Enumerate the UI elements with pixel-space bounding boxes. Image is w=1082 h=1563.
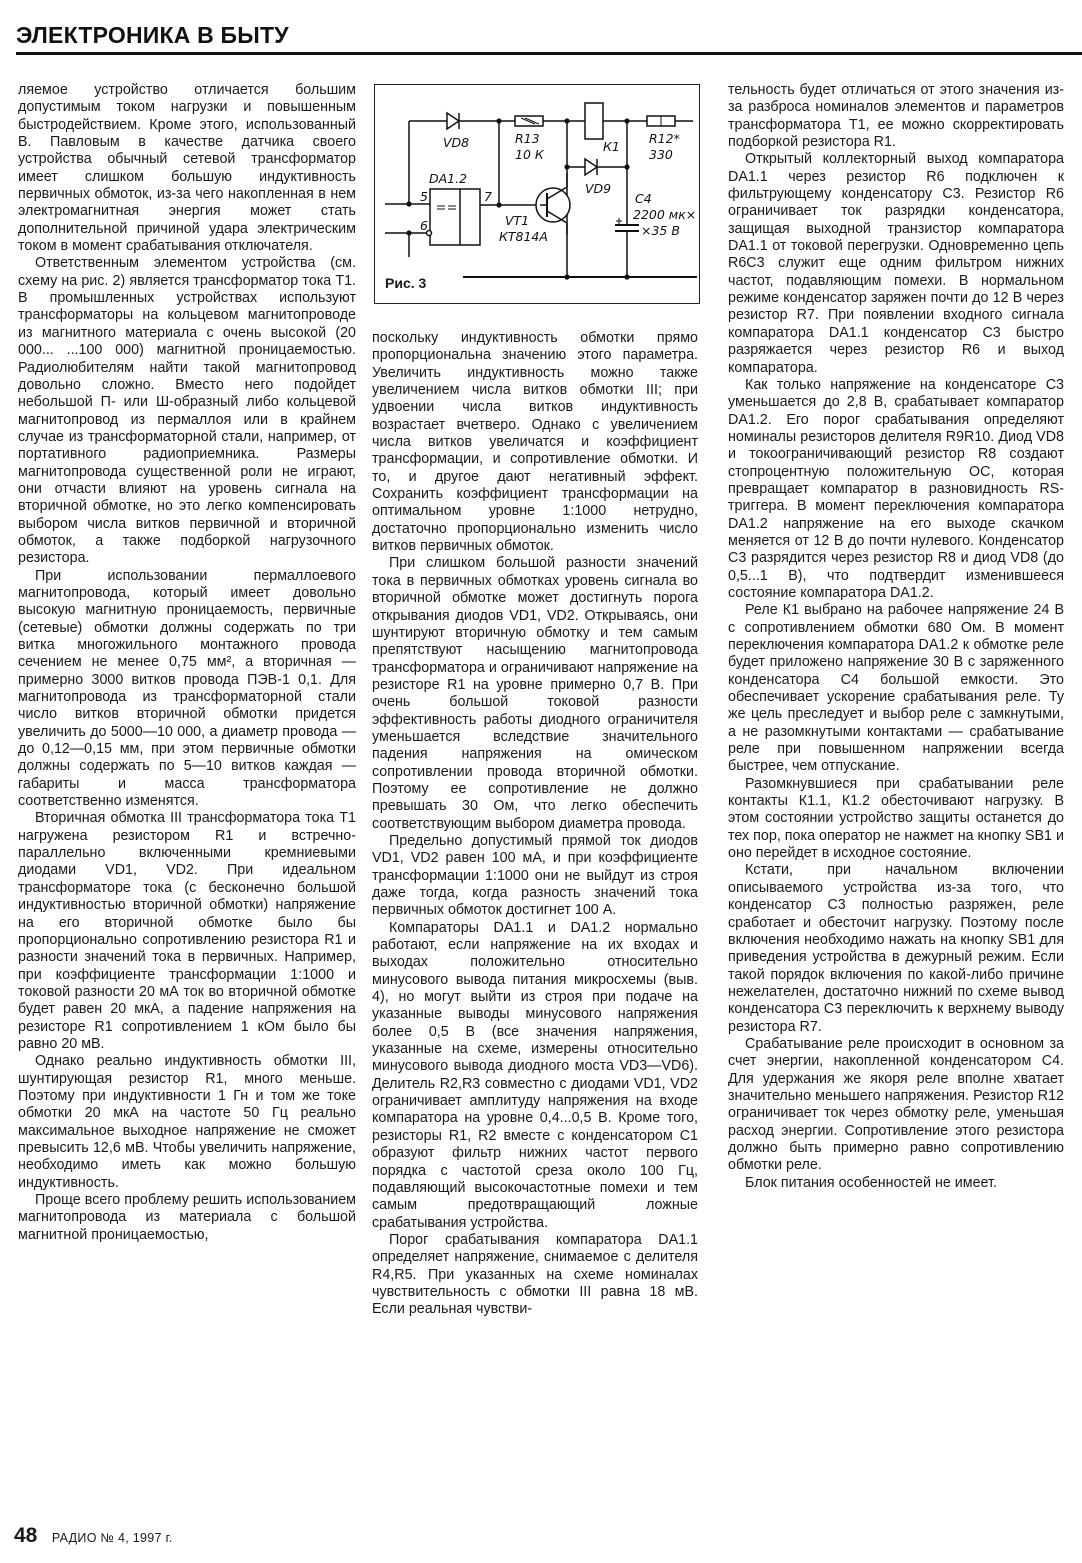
paragraph: Компараторы DA1.1 и DA1.2 нормально работают, если напряжение на их входах и выходах положительно относительно минусового вывода питания микросхемы (выв. 4), но могут выйти из строя при подаче на указанные выводы минусового напряжения более 0,5 В (все значения напряжения, указанные на схеме, измерены относительно минусового вывода диодного моста VD3—VD6). Делитель R2,R3 совместно с диодами VD1, VD2 ограничивает амплитуду напряжения на входе компаратора на уровне 0,4...0,5 В. Кроме того, резисторы R1, R2 вместе с конденсатором С1 образуют фильтр нижних частот первого порядка с частотой среза около 100 Гц, подавляющий высокочастотные помехи и тем самым предотвращающий ложные срабатывания устройства. bbox=[372, 919, 698, 1231]
label-c4-value2: ×35 В bbox=[641, 223, 680, 238]
paragraph: Как только напряжение на конденсаторе С3 уменьшается до 2,8 В, срабатывает компаратор DA1.2. Его порог срабатывания определяют номиналы резисторов делителя R9R10. Диод VD8 и токоограничивающий резистор R8 создают стопроцентную положительную ОС, которая превращает компаратор в разновидность RS-триггера. В момент переключения компаратора DA1.2 напряжение на его выходе скачком меняется от 12 В до почти нулевого. Конденсатор С3 разрядится через резистор R8 и диод VD8 (до 0,5...1 В), что подтвердит изменившееся состояние компаратора DA1.2. bbox=[728, 376, 1064, 601]
publication-info: РАДИО № 4, 1997 г. bbox=[51, 1531, 173, 1545]
label-pin5: 5 bbox=[420, 189, 428, 204]
paragraph: Порог срабатывания компаратора DA1.1 определяет напряжение, снимаемое с делителя R4,R5. При указанных на схеме номиналах чувствительность с обмотки III равна 18 мВ. Если реальная чувстви- bbox=[372, 1231, 698, 1318]
paragraph: Блок питания особенностей не имеет. bbox=[745, 1174, 997, 1191]
circuit-schematic bbox=[375, 85, 699, 303]
label-r13-value: 10 К bbox=[515, 147, 544, 162]
label-c4-value1: 2200 мк× bbox=[633, 207, 697, 222]
label-vd9: VD9 bbox=[585, 181, 612, 196]
paragraph: При слишком большой разности значений тока в первичных обмотках уровень сигнала во вторичной обмотке может достигнуть порога открывания диодов VD1, VD2. Открываясь, они шунтируют вторичную обмотку и тем самым препятствуют насыщению магнитопровода трансформатора и ограничивают напряжение на резисторе R1 на уровне примерно 0,7 В. При очень большой токовой разности эффективность работы диодного ограничителя уменьшается вследствие значительного падения напряжения на омическом сопротивлении провода вторичной обмотки. Поэтому ее сопротивление не должно превышать 30 Ом, что легко обеспечить соответствующим выбором диаметра провода. bbox=[372, 555, 698, 832]
label-pin6: 6 bbox=[420, 218, 428, 233]
page-footer bbox=[14, 1524, 173, 1548]
paragraph: Реле К1 выбрано на рабочее напряжение 24 В с сопротивлением обмотки 680 Ом. В момент переключения компаратора DA1.2 к обмотке реле будет приложено напряжение 30 В с заряженного конденсатора С4 большой емкости. Это обеспечивает ускорение срабатывания реле. Ту же цель преследует и выбор реле с замкнутыми, а не разомкнутыми контактами — срабатывание реле при повышенном напряжении всегда быстрее, чем отпускание. bbox=[728, 602, 1064, 775]
text-column-2 bbox=[372, 330, 698, 1319]
paragraph: тельность будет отличаться от этого значения из-за разброса номиналов элементов и параметров трансформатора Т1, ее можно скорректировать подборкой резистора R1. bbox=[728, 82, 1064, 151]
text-column-1 bbox=[18, 82, 356, 1244]
diode-vd8 bbox=[447, 113, 459, 129]
relay-k1-coil bbox=[585, 103, 603, 139]
header-rule bbox=[16, 52, 1082, 55]
comparator-da12 bbox=[430, 189, 480, 245]
paragraph: Открытый коллекторный выход компаратора DA1.1 через резистор R6 подключен к фильтрующему конденсатору С3. Резистор R6 ограничивает ток разрядки конденсатора, защищая выходной транзистор компаратора DA1.1 от токовой перегрузки. Одновременно цепь R6C3 служит еще одним фильтром нижних частот, подавляющим помехи. В нормальном режиме конденсатор заряжен почти до 12 В через резистор R7. При появлении входного сигнала компаратора DA1.1 конденсатор С3 быстро разряжается через резистор R6 и выход компаратора. bbox=[728, 151, 1064, 376]
figure-circuit-schematic bbox=[374, 84, 700, 304]
page-number: 48 bbox=[14, 1524, 38, 1547]
label-da12: DA1.2 bbox=[429, 171, 468, 186]
label-k1: К1 bbox=[603, 139, 620, 154]
paragraph: Проще всего проблему решить использованием магнитопровода из материала с большой магнитной проницаемостью, bbox=[18, 1192, 356, 1243]
label-r13-name: R13 bbox=[515, 131, 540, 146]
label-r12-value: 330 bbox=[649, 147, 673, 162]
paragraph: Срабатывание реле происходит в основном за счет энергии, накопленной конденсатором С4. Для удержания же якоря реле вполне хватает значительно меньшего напряжения. Резистор R12 ограничивает ток через обмотку реле, уменьшая расход энергии. Сопротивление этого резистора должно быть примерно равно сопротивлению обмотки реле. bbox=[728, 1035, 1064, 1174]
label-vt1-type: КТ814А bbox=[499, 229, 548, 244]
page-header bbox=[16, 22, 1082, 48]
paragraph: Ответственным элементом устройства (см. схему на рис. 2) является трансформатор тока Т1. В промышленных устройствах используют трансформаторы на кольцевом магнитопроводе из магнитного материала с очень высокой (20 000... ...100 000) магнитной проницаемостью. Радиолюбителям найти такой магнитопровод довольно сложно. Вместо него подойдет небольшой П- или Ш-образный либо кольцевой магнитопровод из пермаллоя или в крайнем случае из трансформаторной стали, например, от портативного радиоприемника. Размеры магнитопровода существенной роли не играют, они отчасти влияют на уровень сигнала на вторичной обмотке, но это легко компенсировать выбором числа витков первичной и вторичной обмоток, а также подборкой нагрузочного резистора. bbox=[18, 255, 356, 567]
label-c4-name: С4 bbox=[635, 191, 652, 206]
paragraph: поскольку индуктивность обмотки прямо пропорциональна значению этого параметра. Увеличить индуктивность можно также увеличением числа витков обмотки III; при удвоении числа витков индуктивность возрастает вчетверо. Однако с увеличением числа витков увеличатся и коэффициент трансформации, и сопротивление обмотки. И то, и другое дают негативный эффект. Сохранить коэффициент трансформации на оптимальном уровне 1:1000 нетрудно, достаточно пропорционально изменить число витков первичных обмоток. bbox=[372, 330, 698, 555]
label-vt1-name: VT1 bbox=[505, 213, 530, 228]
label-vd8: VD8 bbox=[443, 135, 470, 150]
paragraph: ляемое устройство отличается большим допустимым током нагрузки и повышенным быстродействием. Кроме этого, использованный В. Павловым в качестве датчика своего устройства обычный сетевой трансформатор имеет слишком большую индуктивность первичных обмоток, из-за чего накопленная в нем электромагнитная энергия может стать дополнительной причиной удара электрическим током в момент срабатывания отключателя. bbox=[18, 82, 356, 255]
paragraph: Однако реально индуктивность обмотки III, шунтирующая резистор R1, много меньше. Поэтому при индуктивности 1 Гн и том же токе обмотки 20 мкА на частоте 50 Гц реально максимальное выходное напряжение не сможет превысить 12,6 мВ. Чтобы увеличить напряжение, необходимо иметь как можно большую индуктивность. bbox=[18, 1053, 356, 1191]
paragraph: Предельно допустимый прямой ток диодов VD1, VD2 равен 100 мА, и при коэффициенте трансформации 1:1000 они не выйдут из строя даже тогда, когда разность значений тока первичных обмоток достигнет 100 А. bbox=[372, 832, 698, 919]
paragraph: При использовании пермаллоевого магнитопровода, который имеет довольно высокую магнитную проницаемость, первичные (сетевые) обмотки должны содержать по три витка многожильного монтажного провода сечением не менее 0,75 мм², а вторичная — примерно 3000 витков провода ПЭВ-1 0,1. Для магнитопровода из трансформаторной стали число витков вторичной обмотки придется увеличить до 5000—10 000, а диаметр провода — до 0,12—0,15 мм, при этом первичные обмотки должны содержать по 5—10 витков каждая — габариты и масса трансформатора соответственно изменятся. bbox=[18, 567, 356, 810]
paragraph: Вторичная обмотка III трансформатора тока Т1 нагружена резистором R1 и встречно-параллельно включенными кремниевыми диодами VD1, VD2. При идеальном трансформаторе тока (с бесконечно большой индуктивностью вторичной обмотки) напряжение на его вторичной обмотке было бы пропорционально сопротивлению резистора R1 и разности значений тока в первичных. Например, при коэффициенте трансформации 1:1000 и токовой разности 20 мА ток во вторичной обмотке будет равен 20 мкА, а падение напряжения на резисторе R1 сопротивлением 1 кОм было бы равно 20 мВ. bbox=[18, 810, 356, 1052]
label-pin7: 7 bbox=[484, 189, 492, 204]
diode-vd9 bbox=[585, 159, 597, 175]
paragraph: Разомкнувшиеся при срабатывании реле контакты К1.1, К1.2 обесточивают нагрузку. В этом состоянии устройство защиты останется до тех пор, пока оператор не нажмет на кнопку SB1 и оно перейдет в исходное состояние. bbox=[728, 775, 1064, 862]
text-column-3 bbox=[728, 82, 1064, 1192]
label-r12-name: R12* bbox=[649, 131, 680, 146]
figure-caption: Рис. 3 bbox=[385, 275, 427, 291]
paragraph: Кстати, при начальном включении описываемого устройства из-за того, что конденсатор С3 полностью разряжен, реле сработает и обесточит нагрузку. Поэтому после включения необходимо нажать на кнопку SB1 для приведения устройства в дежурный режим. Если такой порядок включения по какой-либо причине нежелателен, достаточно нижний по схеме вывод конденсатора С3 переключить к верхнему выводу резистора R7. bbox=[728, 862, 1064, 1035]
section-title: ЭЛЕКТРОНИКА В БЫТУ bbox=[16, 22, 289, 48]
